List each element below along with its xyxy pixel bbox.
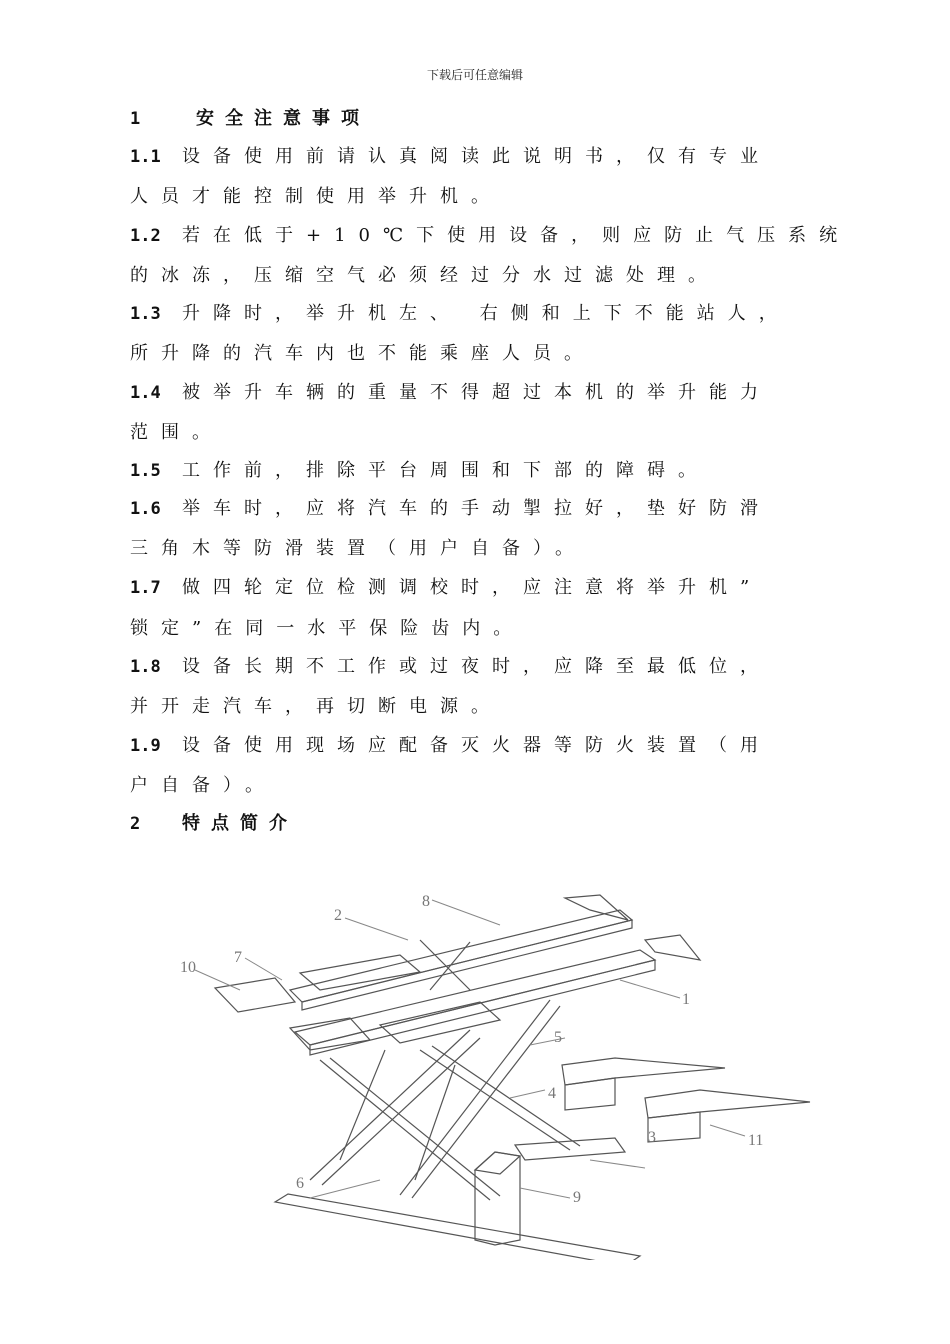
base-rail xyxy=(275,1194,640,1260)
item-text: 设备使用现场应配备灭火器等防火装置（用 xyxy=(182,735,771,756)
item-1-9-line-1 xyxy=(130,734,771,758)
item-text: 设备使用前请认真阅读此说明书，仅有专业 xyxy=(182,146,771,167)
item-1-1-line-2: 人员才能控制使用举升机。 xyxy=(130,186,502,207)
item-1-7-line-2: 锁定”在同一水平保险齿内。 xyxy=(130,618,525,639)
section-1-heading xyxy=(130,107,370,131)
item-1-6-line-1 xyxy=(130,497,771,521)
item-1-1-line-1 xyxy=(130,145,771,169)
section-1-number: 1 xyxy=(130,109,141,129)
page-header-note: 下载后可任意编辑 xyxy=(426,68,523,82)
item-1-3-line-1 xyxy=(130,302,790,326)
item-1-8-line-2: 并开走汽车，再切断电源。 xyxy=(130,696,502,717)
section-2-title: 特点简介 xyxy=(182,813,298,834)
section-2-number: 2 xyxy=(130,814,141,834)
item-text: 举车时，应将汽车的手动掣拉好，垫好防滑 xyxy=(182,498,771,519)
item-text: 升降时，举升机左、 右侧和上下不能站人， xyxy=(182,303,790,324)
item-number: 1.5 xyxy=(130,461,161,481)
item-number: 1.7 xyxy=(130,578,161,598)
item-number: 1.3 xyxy=(130,304,161,324)
item-1-5-line-1 xyxy=(130,459,709,483)
callout-4: 4 xyxy=(548,1085,556,1102)
item-text: 若在低于+10℃下使用设备，则应防止气压系统 xyxy=(182,225,851,246)
item-text: 设备长期不工作或过夜时，应降至最低位， xyxy=(182,656,771,677)
item-number: 1.1 xyxy=(130,147,161,167)
callout-9: 9 xyxy=(573,1189,581,1206)
item-1-2-line-1 xyxy=(130,224,850,248)
item-1-3-line-2: 所升降的汽车内也不能乘座人员。 xyxy=(130,343,595,364)
callout-5: 5 xyxy=(554,1029,562,1046)
section-2-heading xyxy=(130,812,298,836)
item-number: 1.4 xyxy=(130,383,161,403)
scissor-lift-drawing xyxy=(170,880,830,1260)
item-number: 1.6 xyxy=(130,499,161,519)
scissor-lift-diagram xyxy=(170,880,830,1260)
item-1-2-line-2: 的冰冻，压缩空气必须经过分水过滤处理。 xyxy=(130,265,719,286)
item-1-9-line-2: 户自备）。 xyxy=(130,775,276,796)
callout-11: 11 xyxy=(748,1132,764,1149)
item-1-8-line-1 xyxy=(130,655,771,679)
section-1-title: 安全注意事项 xyxy=(196,108,370,129)
item-1-6-line-2: 三角木等防滑装置（用户自备）。 xyxy=(130,538,586,559)
callout-8: 8 xyxy=(422,893,430,910)
item-1-4-line-2: 范围。 xyxy=(130,422,223,443)
item-text: 做四轮定位检测调校时，应注意将举升机” xyxy=(182,577,763,598)
callout-6: 6 xyxy=(296,1175,304,1192)
callout-3: 3 xyxy=(648,1129,656,1146)
callout-2: 2 xyxy=(334,907,342,924)
callout-7: 7 xyxy=(234,949,242,966)
item-text: 工作前，排除平台周围和下部的障碍。 xyxy=(182,460,709,481)
item-1-4-line-1 xyxy=(130,381,771,405)
item-number: 1.9 xyxy=(130,736,161,756)
item-number: 1.8 xyxy=(130,657,161,677)
callout-1: 1 xyxy=(682,991,690,1008)
item-1-7-line-1 xyxy=(130,576,762,600)
item-number: 1.2 xyxy=(130,226,161,246)
rear-base-plate xyxy=(515,1138,625,1160)
callout-10: 10 xyxy=(180,959,196,976)
item-text: 被举升车辆的重量不得超过本机的举升能力 xyxy=(182,382,771,403)
